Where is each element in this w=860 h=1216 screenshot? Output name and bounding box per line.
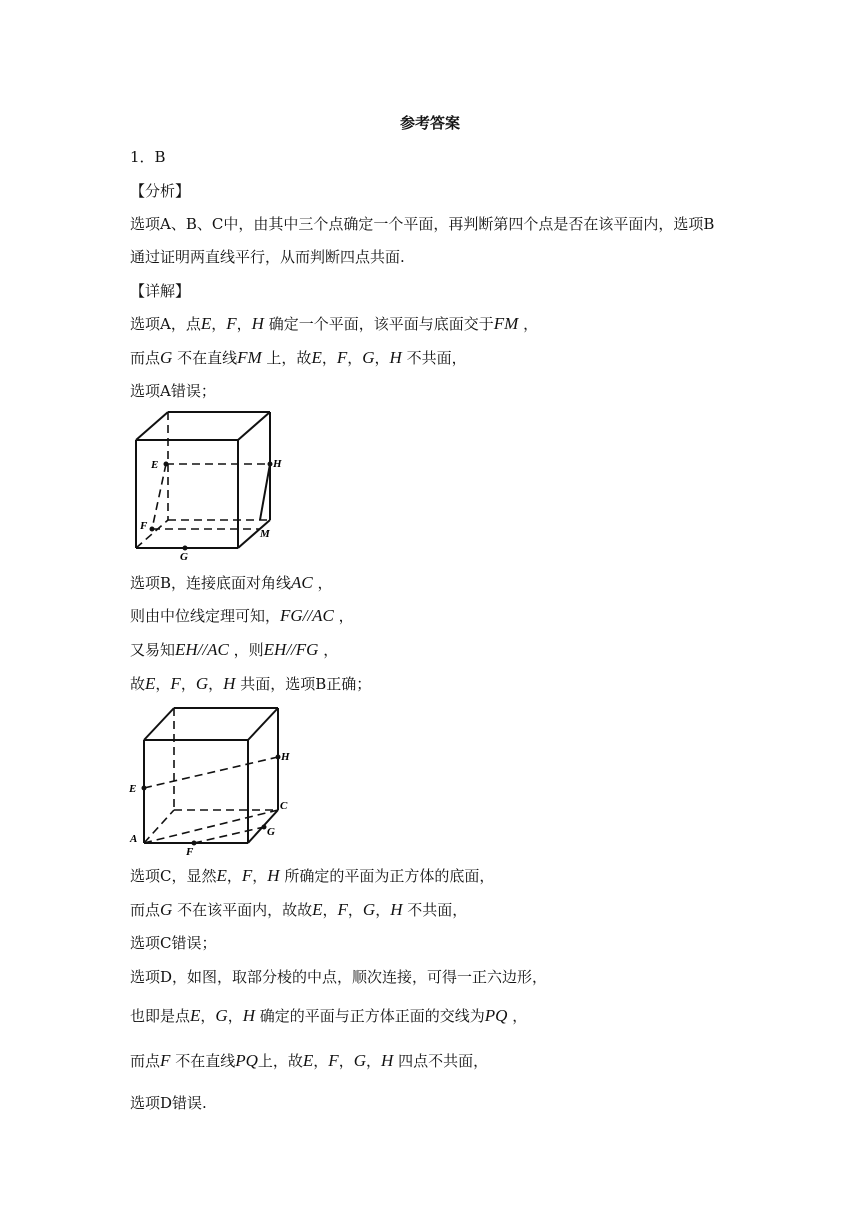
label-c: C <box>280 800 288 812</box>
label-a: A <box>130 833 138 845</box>
label-e: E <box>151 459 159 471</box>
option-c-line-3: 选项C错误； <box>130 934 217 952</box>
option-c-line-1: 选项C，显然E，F，H 所确定的平面为正方体的底面， <box>130 866 495 885</box>
option-a-line-1: 选项A，点E，F，H 确定一个平面，该平面与底面交于FM ， <box>130 314 539 333</box>
option-c-line-2: 而点G 不在该平面内，故故E，F，G，H 不共面， <box>130 900 468 919</box>
option-a-line-3: 选项A错误； <box>130 382 216 400</box>
label-e: E <box>129 783 137 795</box>
cube-figure-2 <box>126 700 298 860</box>
option-d-line-4: 选项D错误. <box>130 1094 207 1112</box>
option-b-line-4: 故E，F，G，H 共面，选项B正确； <box>130 674 372 693</box>
option-b-line-2: 则由中位线定理可知，FG//AC ， <box>130 606 354 625</box>
label-f: F <box>186 846 194 858</box>
option-b-line-1: 选项B，连接底面对角线AC ， <box>130 573 333 592</box>
option-d-line-3: 而点F 不在直线PQ上，故E，F，G，H 四点不共面， <box>130 1051 489 1070</box>
label-f: F <box>140 520 148 532</box>
analysis-heading: 【分析】 <box>130 182 191 200</box>
analysis-line-2: 通过证明两直线平行，从而判断四点共面. <box>130 248 405 266</box>
option-b-line-3: 又易知EH//AC ，则EH//FG ， <box>130 640 339 659</box>
option-d-line-2: 也即是点E，G，H 确定的平面与正方体正面的交线为PQ ， <box>130 1006 528 1025</box>
label-h: H <box>281 751 290 763</box>
label-m: M <box>260 528 270 540</box>
detail-heading: 【详解】 <box>130 282 191 300</box>
option-d-line-1: 选项D，如图，取部分棱的中点，顺次连接，可得一正六边形， <box>130 968 548 986</box>
question-number: 1．B <box>130 148 166 166</box>
page-title: 参考答案 <box>399 114 460 132</box>
cube-figure-1 <box>128 408 288 560</box>
label-h: H <box>273 458 282 470</box>
analysis-line-1: 选项A、B、C中，由其中三个点确定一个平面，再判断第四个点是否在该平面内，选项B <box>130 215 715 233</box>
label-g: G <box>267 826 275 838</box>
option-a-line-2: 而点G 不在直线FM 上，故E，F，G，H 不共面， <box>130 348 467 367</box>
label-g: G <box>180 551 188 560</box>
